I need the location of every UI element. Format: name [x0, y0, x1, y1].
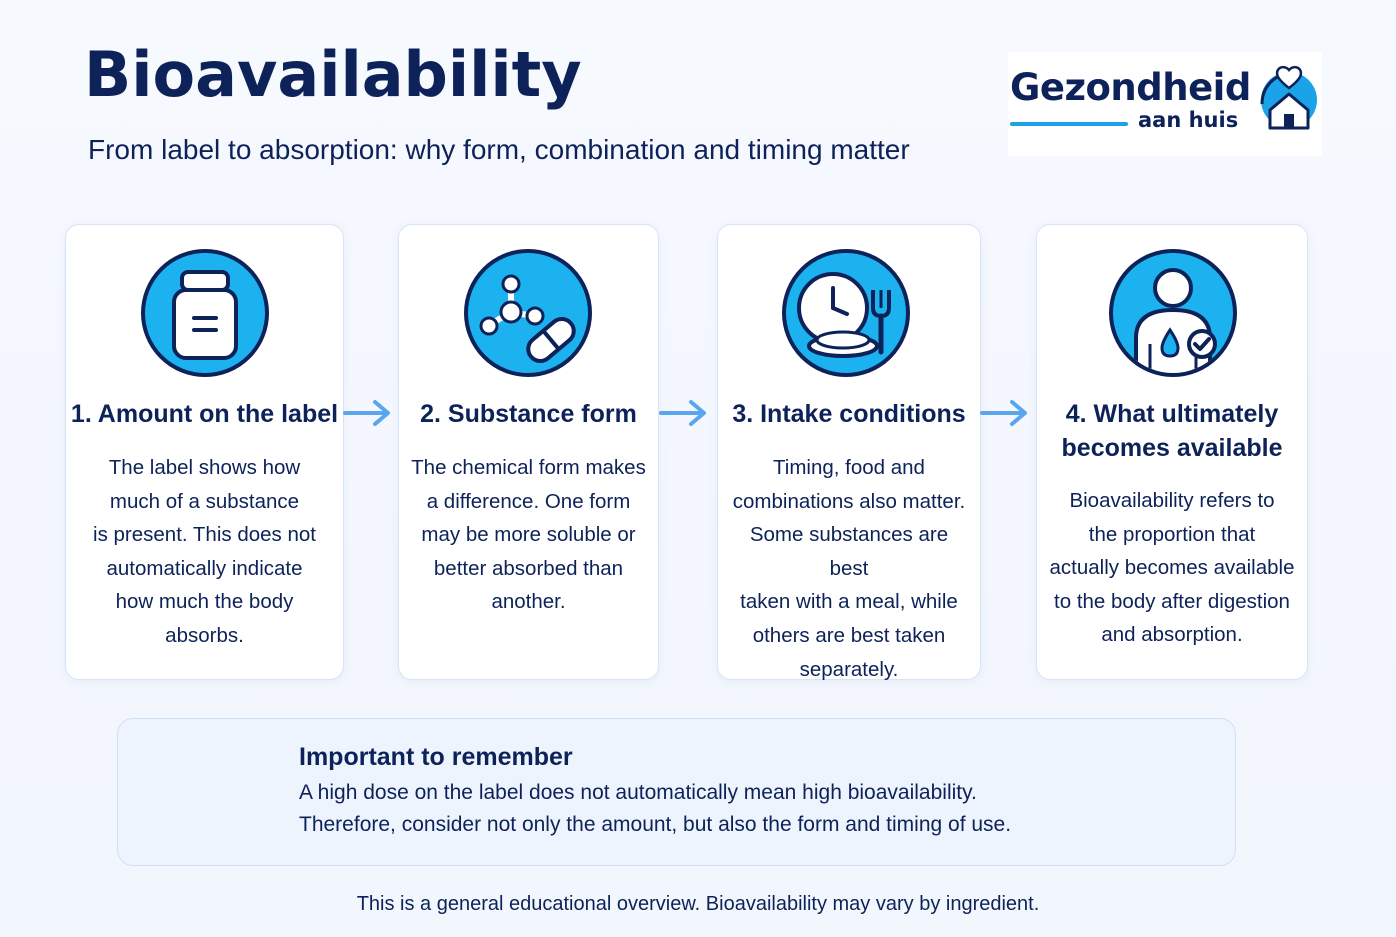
step-text-line: combinations also matter.	[732, 489, 966, 513]
step-text-line: The label shows how	[108, 456, 301, 479]
house-heart-icon	[1256, 64, 1322, 132]
logo-tagline: aan huis	[1138, 108, 1239, 132]
step-title	[66, 397, 343, 431]
clock-meal-icon	[781, 248, 911, 378]
step-text-line: automatically indicate	[106, 556, 303, 580]
arrow-right-icon	[980, 398, 1030, 428]
step-title-line: 4. What ultimately	[1065, 400, 1279, 428]
step-text-line: Bioavailability refers to	[1069, 489, 1275, 512]
step-text-line: much of a substance	[109, 489, 300, 513]
step-description	[409, 451, 648, 619]
step-description	[76, 451, 333, 653]
step-description	[1047, 484, 1297, 652]
step-text-line: taken with a meal, while	[740, 590, 958, 614]
step-title-line: 1. Amount on the label	[70, 400, 339, 428]
step-text-line: and absorption.	[1101, 623, 1243, 647]
logo-name: Gezondheid	[1010, 66, 1251, 109]
step-text-line: to the body after digestion	[1054, 589, 1290, 613]
note-line-1: A high dose on the label does not automatically mean high bioavailability.	[299, 781, 977, 804]
step-description	[728, 451, 970, 686]
important-note-box	[117, 718, 1236, 866]
molecule-capsule-icon	[463, 248, 593, 378]
step-text-line: actually becomes available	[1049, 556, 1295, 580]
step-text-line: better absorbed than	[433, 556, 624, 580]
step-text-line: how much the body	[115, 590, 294, 614]
step-text-line: the proportion that	[1088, 522, 1256, 546]
step-card-intake-conditions	[717, 224, 981, 680]
step-title-line: 2. Substance form	[420, 400, 637, 428]
step-text-line: The chemical form makes	[411, 456, 646, 479]
step-title-line: becomes available	[1061, 434, 1283, 462]
step-text-line: another.	[491, 590, 566, 614]
step-text-line: absorbs.	[165, 623, 244, 647]
step-title	[399, 397, 658, 431]
body-absorption-icon	[1108, 248, 1238, 378]
step-card-label-amount	[65, 224, 344, 680]
supplement-jar-icon	[140, 248, 270, 378]
logo-underline	[1010, 122, 1128, 126]
step-text-line: separately.	[799, 657, 899, 681]
step-title	[718, 397, 980, 431]
brand-logo	[1008, 52, 1322, 156]
step-text-line: Some substances are best	[749, 523, 949, 580]
step-text-line: Timing, food and	[773, 456, 925, 479]
step-text-line: a difference. One form	[426, 489, 631, 513]
page-title: Bioavailability	[84, 38, 582, 111]
step-title	[1037, 397, 1307, 465]
note-title: Important to remember	[299, 743, 573, 771]
arrow-right-icon	[659, 398, 709, 428]
step-card-final-availability	[1036, 224, 1308, 680]
footer-disclaimer: This is a general educational overview. Bioavailability may vary by ingredient.	[356, 893, 1040, 915]
step-card-substance-form	[398, 224, 659, 680]
step-title-line: 3. Intake conditions	[732, 400, 966, 428]
page-subtitle: From label to absorption: why form, combination and timing matter	[88, 134, 910, 165]
step-text-line: is present. This does not	[93, 523, 316, 547]
step-text-line: may be more soluble or	[421, 523, 636, 547]
step-text-line: others are best taken	[752, 623, 946, 647]
arrow-right-icon	[343, 398, 393, 428]
note-line-2: Therefore, consider not only the amount, but also the form and timing of use.	[299, 813, 1012, 836]
